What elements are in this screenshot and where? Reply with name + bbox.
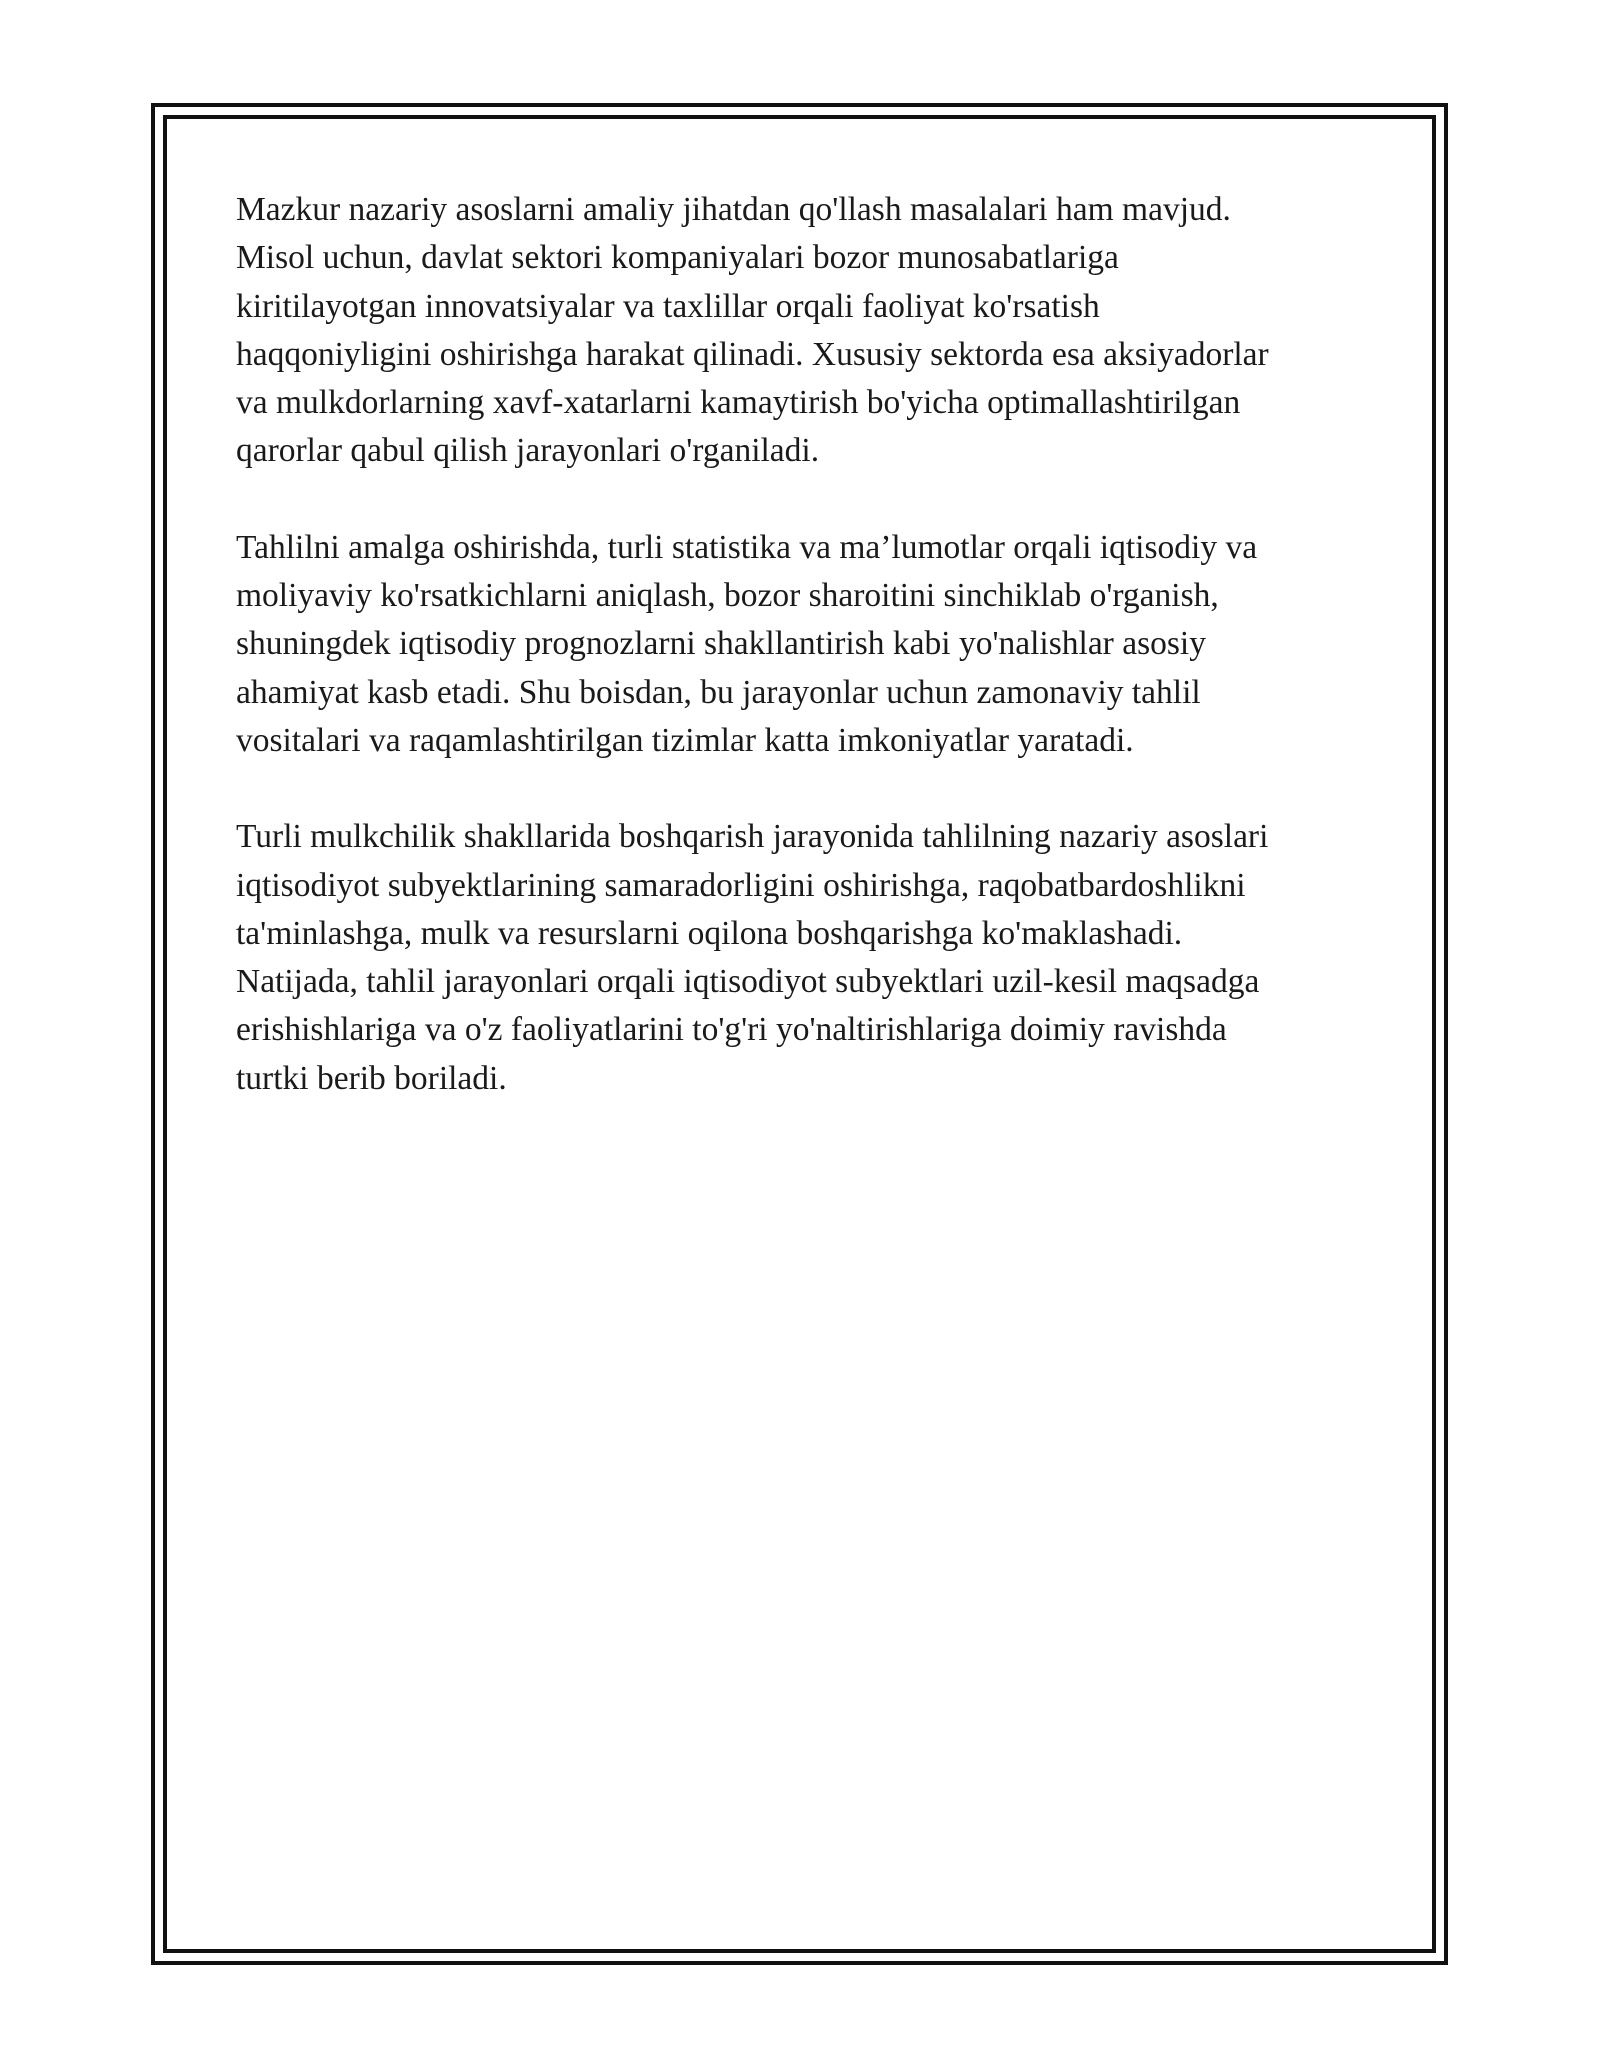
text-line: Natijada, tahlil jarayonlari orqali iqtisodiyot subyektlari uzil-kesil maqsadga: [236, 963, 1260, 1001]
text-line: turtki berib boriladi.: [236, 1059, 507, 1097]
document-body: [236, 186, 1396, 1151]
text-line: ta'minlashga, mulk va resurslarni oqilona boshqarishga ko'maklashadi.: [236, 914, 1183, 952]
text-line: qarorlar qabul qilish jarayonlari o'rganiladi.: [236, 432, 820, 470]
text-line: erishishlariga va o'z faoliyatlarini to'g'ri yo'naltirishlariga doimiy ravishda: [236, 1011, 1227, 1049]
text-line: iqtisodiyot subyektlarining samaradorligini oshirishga, raqobatbardoshlikni: [236, 866, 1246, 904]
text-line: Misol uchun, davlat sektori kompaniyalari bozor munosabatlariga: [236, 239, 1119, 277]
paragraph-1: [236, 186, 1396, 476]
text-line: haqqoniyligini oshirishga harakat qilinadi. Xususiy sektorda esa aksiyadorlar: [236, 335, 1269, 373]
paragraph-3: [236, 813, 1396, 1103]
text-line: vositalari va raqamlashtirilgan tizimlar katta imkoniyatlar yaratadi.: [236, 721, 1134, 759]
text-line: kiritilayotgan innovatsiyalar va taxlillar orqali faoliyat ko'rsatish: [236, 287, 1100, 325]
text-line: Tahlilni amalga oshirishda, turli statistika va ma’lumotlar orqali iqtisodiy va: [236, 528, 1258, 566]
text-line: Mazkur nazariy asoslarni amaliy jihatdan qo'llash masalalari ham mavjud.: [236, 191, 1231, 228]
text-line: ahamiyat kasb etadi. Shu boisdan, bu jarayonlar uchun zamonaviy tahlil: [236, 673, 1201, 711]
text-line: shuningdek iqtisodiy prognozlarni shakllantirish kabi yo'nalishlar asosiy: [236, 625, 1206, 663]
text-line: Turli mulkchilik shakllarida boshqarish jarayonida tahlilning nazariy asoslari: [236, 818, 1269, 856]
text-line: moliyaviy ko'rsatkichlarni aniqlash, bozor sharoitini sinchiklab o'rganish,: [236, 577, 1219, 615]
text-line: va mulkdorlarning xavf-xatarlarni kamaytirish bo'yicha optimallashtirilgan: [236, 384, 1241, 422]
paragraph-2: [236, 524, 1396, 765]
